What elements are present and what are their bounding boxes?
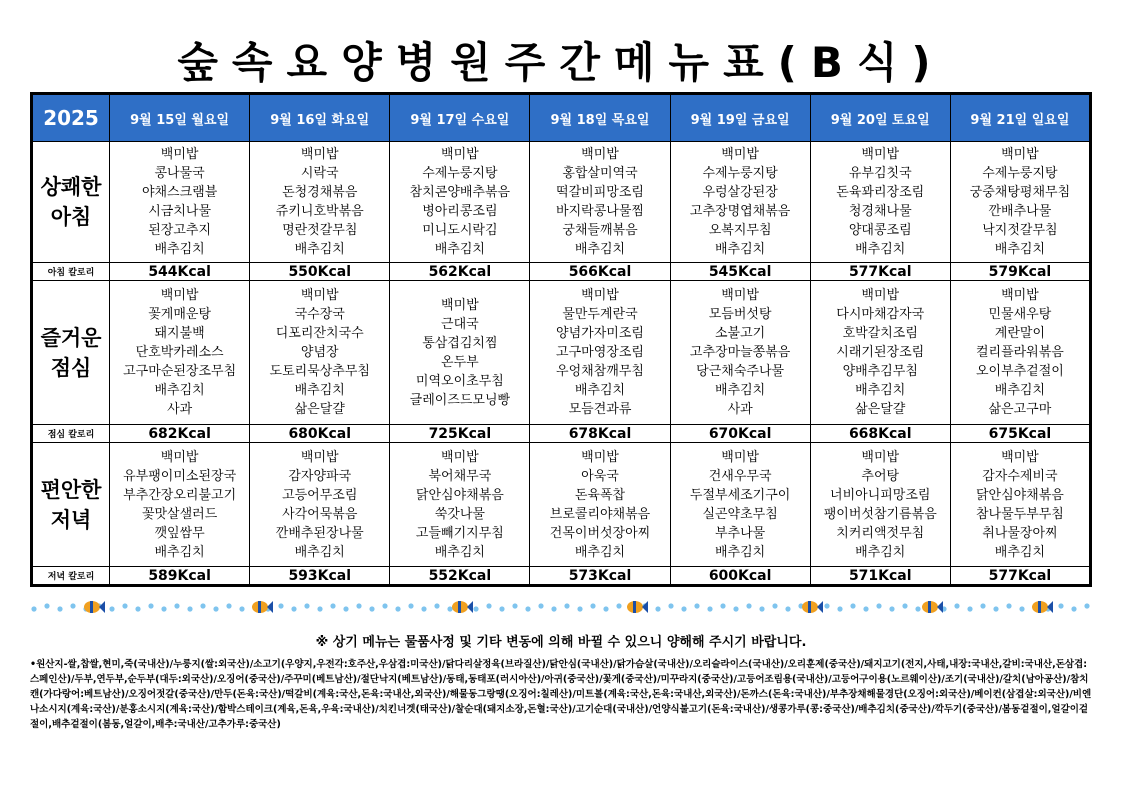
dish-item: 양배추김무침 <box>842 364 918 379</box>
dish-item: 배추김치 <box>574 544 626 560</box>
bubble-dot <box>967 606 972 611</box>
bubble-dot <box>1084 603 1089 608</box>
calorie-value: 682Kcal <box>110 425 250 443</box>
dish-item: 백미밥 <box>721 449 759 465</box>
dish-cell <box>390 443 530 567</box>
dish-item: 모듬견과류 <box>568 402 632 417</box>
bubble-dot <box>863 606 868 611</box>
bubble-dot <box>668 603 673 608</box>
dish-item: 삶은달걀 <box>855 402 906 417</box>
meal-label <box>32 281 110 425</box>
dish-item: 국수장국 <box>294 307 345 322</box>
dish-cell <box>670 443 810 567</box>
bubble-dot <box>564 603 569 608</box>
bubble-dot <box>447 606 452 611</box>
dish-item: 깐배추나물 <box>988 204 1052 219</box>
fish-icon <box>802 601 823 613</box>
dish-item: 배추김치 <box>994 242 1046 257</box>
bubble-dot <box>317 606 322 611</box>
calorie-value: 668Kcal <box>810 425 950 443</box>
dish-item: 오이부추겉절이 <box>975 364 1064 379</box>
notice-text: ※ 상기 메뉴는 물품사정 및 기타 변동에 의해 바뀔 수 있으니 양해해 주시기 바랍니다. <box>315 635 807 650</box>
dish-item: 팽이버섯참기름볶음 <box>823 506 937 522</box>
calorie-value: 600Kcal <box>670 567 810 586</box>
dish-item: 양념장 <box>300 345 339 360</box>
dish-item: 두절부세조기구이 <box>689 487 791 503</box>
calorie-value: 562Kcal <box>390 263 530 281</box>
dish-cell <box>250 281 390 425</box>
bubble-dot <box>590 603 595 608</box>
bubble-dot <box>57 606 62 611</box>
dish-item: 고등어무조림 <box>282 487 358 503</box>
dish-item: 백미밥 <box>441 147 479 162</box>
meal-row <box>32 443 1091 567</box>
dish-item: 모듬버섯탕 <box>708 307 772 322</box>
dish-item: 병아리콩조림 <box>422 204 498 219</box>
dish-item: 브로콜리야채볶음 <box>549 506 651 522</box>
dish-cell <box>950 281 1090 425</box>
bubble-dot <box>850 603 855 608</box>
bubble-dot <box>707 606 712 611</box>
dish-item: 글레이즈드모닝빵 <box>409 392 511 408</box>
dish-item: 양념가자미조림 <box>556 326 644 341</box>
dish-item: 당근채숙주나물 <box>696 364 785 379</box>
bubble-dot <box>538 603 543 608</box>
dish-item: 고추장마늘쫑볶음 <box>689 345 791 360</box>
meal-row <box>32 142 1091 263</box>
dish-cell <box>390 281 530 425</box>
dish-cell <box>110 281 250 425</box>
menu-body <box>32 142 1091 586</box>
dish-item: 계란말이 <box>994 326 1046 341</box>
dish-item: 깻잎쌈무 <box>154 525 205 541</box>
dish-item: 야채스크램블 <box>141 185 218 200</box>
dish-item: 배추김치 <box>294 383 345 398</box>
calorie-row <box>32 567 1091 586</box>
dish-item: 오복지무침 <box>708 223 772 238</box>
dish-item: 미역오이초무침 <box>415 373 504 389</box>
bubbles-fish-border <box>30 598 1092 616</box>
dish-item: 배추김치 <box>994 383 1046 398</box>
dish-cell <box>530 142 670 263</box>
dish-item: 궁채들깨볶음 <box>562 223 638 238</box>
dish-item: 배추김치 <box>715 383 766 398</box>
meal-label-line2: 저녁 <box>50 507 92 532</box>
calorie-value: 550Kcal <box>250 263 390 281</box>
calorie-value: 577Kcal <box>810 263 950 281</box>
dish-item: 시금치나물 <box>148 204 212 219</box>
dish-cell <box>670 281 810 425</box>
dish-item: 된장고추지 <box>148 223 212 238</box>
dish-item: 백미밥 <box>441 297 479 313</box>
dish-cell <box>250 142 390 263</box>
dish-item: 북어채무국 <box>428 468 492 484</box>
bubble-dot <box>616 603 621 608</box>
bubble-dot <box>746 603 751 608</box>
bubble-dot <box>161 606 166 611</box>
fish-icon <box>627 601 648 613</box>
dish-cell <box>110 142 250 263</box>
dish-item: 유부팽이미소된장국 <box>123 468 237 484</box>
bubble-dot <box>980 603 985 608</box>
meal-label-line1: 상쾌한 <box>40 175 102 199</box>
dish-item: 백미밥 <box>581 288 619 303</box>
dish-item: 떡갈비피망조림 <box>556 185 644 200</box>
bubble-dot <box>343 606 348 611</box>
bubble-dot <box>473 606 478 611</box>
dish-item: 양대콩조림 <box>848 223 912 238</box>
weekly-menu-table <box>30 92 1092 587</box>
dish-cell <box>250 443 390 567</box>
dish-item: 감자수제비국 <box>982 468 1058 484</box>
dish-item: 배추김치 <box>574 242 626 257</box>
bubble-dot <box>551 606 556 611</box>
dish-item: 백미밥 <box>300 288 339 303</box>
day-header: 9월 18일 목요일 <box>530 94 670 142</box>
meal-label-line1: 즐거운 <box>40 325 102 350</box>
bubble-dot <box>889 606 894 611</box>
dish-item: 돈육꽈리장조림 <box>836 185 925 200</box>
bubble-dot <box>577 606 582 611</box>
dish-item: 수제누룽지탕 <box>702 166 778 181</box>
calorie-value: 670Kcal <box>670 425 810 443</box>
bubble-dot <box>733 606 738 611</box>
calorie-value: 552Kcal <box>390 567 530 586</box>
bubble-dot <box>330 603 335 608</box>
bubble-dot <box>824 603 829 608</box>
dish-cell <box>390 142 530 263</box>
dish-item: 디포리잔치국수 <box>275 326 364 341</box>
dish-item: 부추나물 <box>715 525 766 541</box>
dish-cell <box>950 142 1090 263</box>
dish-item: 추어탕 <box>861 468 900 484</box>
bubble-dot <box>356 603 361 608</box>
fish-icon <box>252 601 273 613</box>
header-row <box>32 94 1091 142</box>
dish-cell <box>530 281 670 425</box>
dish-item: 백미밥 <box>1001 288 1039 303</box>
dish-item: 배추김치 <box>154 544 205 560</box>
dish-item: 배추김치 <box>994 544 1046 560</box>
bubble-dot <box>603 606 608 611</box>
dish-cell <box>810 142 950 263</box>
bubble-dot <box>135 606 140 611</box>
meal-label-line1: 편안한 <box>40 477 102 502</box>
dish-item: 도토리묵상추무침 <box>269 364 370 379</box>
dish-item: 닭안심야채볶음 <box>415 487 504 503</box>
dish-item: 사각어묵볶음 <box>282 506 358 522</box>
calorie-row <box>32 263 1091 281</box>
dish-item: 배추김치 <box>855 242 906 257</box>
dish-cell <box>670 142 810 263</box>
bubble-dot <box>785 606 790 611</box>
dish-item: 배추김치 <box>154 242 205 257</box>
dish-item: 배추김치 <box>294 544 345 560</box>
bubble-dot <box>200 603 205 608</box>
bubble-dot <box>525 606 530 611</box>
bubble-dot <box>720 603 725 608</box>
dish-item: 돈육폭찹 <box>574 487 626 503</box>
dish-item: 쑥갓나물 <box>434 506 485 522</box>
dish-item: 수제누룽지탕 <box>422 166 498 181</box>
dish-item: 돼지불백 <box>154 326 205 341</box>
dish-item: 실곤약초무침 <box>702 506 778 522</box>
bubble-dot <box>109 606 114 611</box>
fish-icon <box>922 601 943 613</box>
dish-item: 사과 <box>167 402 193 417</box>
dish-item: 수제누룽지탕 <box>982 166 1058 181</box>
bubble-dot <box>369 606 374 611</box>
dish-item: 쥬키니호박볶음 <box>275 204 364 219</box>
dish-item: 온두부 <box>441 354 479 370</box>
bubble-dot <box>1019 606 1024 611</box>
dish-item: 백미밥 <box>861 147 900 162</box>
dish-item: 백미밥 <box>1001 147 1039 162</box>
dish-item: 배추김치 <box>154 383 205 398</box>
bubble-dot <box>486 603 491 608</box>
dish-item: 고들빼기지무침 <box>415 525 504 541</box>
calorie-value: 725Kcal <box>390 425 530 443</box>
bubble-dot <box>876 603 881 608</box>
bubble-dot <box>291 606 296 611</box>
dish-item: 배추김치 <box>715 242 766 257</box>
dish-item: 꽃게매운탕 <box>148 307 212 322</box>
dish-item: 근대국 <box>441 316 479 332</box>
dish-item: 호박갈치조림 <box>842 326 918 341</box>
bubble-dot <box>148 603 153 608</box>
dish-item: 명란젓갈무침 <box>282 223 358 238</box>
bubble-dot <box>239 606 244 611</box>
day-header: 9월 19일 금요일 <box>670 94 810 142</box>
dish-item: 꽃맛살샐러드 <box>141 506 218 522</box>
fish-icon <box>84 601 105 613</box>
dish-item: 취나물장아찌 <box>982 525 1058 541</box>
dish-item: 배추김치 <box>434 544 485 560</box>
dish-item: 깐배추된장나물 <box>275 525 364 541</box>
dish-item: 참치콘양배추볶음 <box>409 185 511 200</box>
bubble-dot <box>44 603 49 608</box>
dish-item: 참나물두부무침 <box>975 506 1064 522</box>
bubble-dot <box>902 603 907 608</box>
bubble-dot <box>837 606 842 611</box>
meal-label <box>32 443 110 567</box>
meal-label-line2: 점심 <box>50 355 92 380</box>
dish-item: 시락국 <box>300 166 339 181</box>
calorie-label: 저녁 칼로리 <box>32 567 110 586</box>
dish-item: 백미밥 <box>581 147 619 162</box>
dish-item: 콩나물국 <box>154 166 205 181</box>
dish-item: 물만두계란국 <box>562 307 638 322</box>
dish-item: 삶은달걀 <box>294 402 345 417</box>
bubble-dot <box>278 603 283 608</box>
bubble-dot <box>915 606 920 611</box>
dish-item: 다시마채감자국 <box>836 307 925 322</box>
bubble-dot <box>408 603 413 608</box>
dish-item: 고구마영장조림 <box>556 345 644 360</box>
dish-cell <box>110 443 250 567</box>
calorie-value: 573Kcal <box>530 567 670 586</box>
bubble-dot <box>395 606 400 611</box>
dish-item: 백미밥 <box>160 288 199 303</box>
bubble-dot <box>31 606 36 611</box>
dish-item: 고추장명엽채볶음 <box>689 204 791 219</box>
bubble-dot <box>421 606 426 611</box>
dish-item: 삶은고구마 <box>988 402 1052 417</box>
bubble-dot <box>434 603 439 608</box>
dish-item: 백미밥 <box>300 449 339 465</box>
bubble-dot <box>1058 603 1063 608</box>
dish-item: 고구마순된장조무침 <box>123 364 237 379</box>
calorie-value: 675Kcal <box>950 425 1090 443</box>
dish-item: 백미밥 <box>1001 449 1039 465</box>
dish-item: 배추김치 <box>434 242 485 257</box>
year-header: 2025 <box>32 94 110 142</box>
bubble-dot <box>512 603 517 608</box>
bubble-dot <box>304 603 309 608</box>
origin-info: •원산지-쌀,찹쌀,현미,죽(국내산)/누룽지(쌀:외국산)/소고기(우양지,우전각:호주산,우삼겹:미국산)/닭다리살정육(브라질산)/닭안심(국내산)/닭가슴살(국내산)/오리슬라이스(국내산)/오리훈제(중국산)/돼지고기(전지,사태,내장:국내산,갈비:국내산,돈삼겹:스페인산)/두부,연두부,순두부(대두:외국산)/오징어(중국산)/주꾸미(베트남산)/절단낙지(베트남산)/동태,동태포(러시아산)/아귀(중국산)/꽃게(중국산)/미꾸라지(중국산)/고등어조림용(국내산)/고등어구이용(노르웨이산)/조기(국내산)/갈치(남아공산)/참치캔(가다랑어:베트남산)/오징어젓갈(중국산)/만두(돈육:국산)/떡갈비(계육:국산,돈육:국내산,외국산)/해물동그랑땡(오징어:칠레산)/미트볼(계육:국산,돈육:국내산,외국산)/돈까스(돈육:국내산)/부추장채해물경단(오징어:외국산)/베이컨(삼겹살:외국산)/비엔나소시지(계육:국산)/분홍소시지(계육:국산)/함박스테이크(계육,돈육,우육:국내산)/치킨너겟(태국산)/찰순대(돼지소장,돈혈:국산)/고기순대(국내산)/언양식불고기(돈육:국내산)/생콩가루(콩:중국산)/배추김치(중국산)/깍두기(중국산)/봄동겉절이,얼갈이겉절이,배추겉절이(봄동,얼갈이,배추:국내산/고추가루:중국산) <box>30 659 1092 730</box>
dish-item: 우엉채참깨무침 <box>556 364 644 379</box>
bubble-dot <box>993 606 998 611</box>
dish-cell <box>530 443 670 567</box>
dish-item: 배추김치 <box>855 383 906 398</box>
dish-item: 미니도시락김 <box>422 223 498 238</box>
dish-item: 소불고기 <box>715 326 766 341</box>
dish-item: 백미밥 <box>861 288 900 303</box>
dish-item: 백미밥 <box>160 449 199 465</box>
dish-item: 감자양파국 <box>288 468 352 484</box>
bubble-dot <box>122 603 127 608</box>
dish-item: 컬리플라워볶음 <box>975 345 1064 360</box>
bubble-dot <box>772 603 777 608</box>
calorie-value: 544Kcal <box>110 263 250 281</box>
dish-item: 부추간장오리불고기 <box>123 487 237 503</box>
dish-item: 백미밥 <box>721 288 759 303</box>
dish-item: 배추김치 <box>715 544 766 560</box>
calorie-value: 545Kcal <box>670 263 810 281</box>
meal-row <box>32 281 1091 425</box>
bubble-dot <box>499 606 504 611</box>
bubble-dot <box>382 603 387 608</box>
dish-item: 단호박카레소스 <box>135 345 224 360</box>
meal-label <box>32 142 110 263</box>
bubble-dot <box>213 606 218 611</box>
bubble-dot <box>1071 606 1076 611</box>
dish-item: 돈청경채볶음 <box>282 185 358 200</box>
calorie-value: 571Kcal <box>810 567 950 586</box>
dish-item: 건목이버섯장아찌 <box>549 525 651 541</box>
dish-item: 백미밥 <box>721 147 759 162</box>
fish-icon <box>452 601 473 613</box>
dish-item: 통삼겹김치찜 <box>422 335 498 351</box>
bubble-dot <box>1006 603 1011 608</box>
bubble-dot <box>681 606 686 611</box>
dish-item: 홍합살미역국 <box>562 166 638 181</box>
decorative-divider <box>30 598 1092 616</box>
calorie-value: 579Kcal <box>950 263 1090 281</box>
bubble-dot <box>174 603 179 608</box>
day-header: 9월 15일 월요일 <box>110 94 250 142</box>
dish-cell <box>810 281 950 425</box>
calorie-value: 577Kcal <box>950 567 1090 586</box>
dish-item: 사과 <box>727 402 753 417</box>
bubble-dot <box>70 603 75 608</box>
dish-item: 바지락콩나물찜 <box>556 204 644 219</box>
bubble-dot <box>226 603 231 608</box>
dish-item: 우렁살강된장 <box>702 185 778 200</box>
dish-item: 낙지젓갈무침 <box>982 223 1058 238</box>
calorie-label: 점심 칼로리 <box>32 425 110 443</box>
calorie-value: 589Kcal <box>110 567 250 586</box>
calorie-row <box>32 425 1091 443</box>
dish-item: 백미밥 <box>441 449 479 465</box>
dish-item: 아욱국 <box>581 468 619 484</box>
page-title: 숲속요양병원주간메뉴표(B식) <box>177 38 945 87</box>
day-header: 9월 16일 화요일 <box>250 94 390 142</box>
dish-item: 배추김치 <box>574 383 626 398</box>
bubble-dot <box>187 606 192 611</box>
dish-item: 건새우무국 <box>708 468 772 484</box>
fish-icon <box>1032 601 1053 613</box>
calorie-value: 680Kcal <box>250 425 390 443</box>
dish-item: 민물새우탕 <box>988 307 1052 322</box>
dish-cell <box>950 443 1090 567</box>
day-header: 9월 17일 수요일 <box>390 94 530 142</box>
calorie-value: 678Kcal <box>530 425 670 443</box>
dish-item: 닭안심야채볶음 <box>975 487 1064 503</box>
dish-cell <box>810 443 950 567</box>
calorie-label: 아침 칼로리 <box>32 263 110 281</box>
dish-item: 궁중채탕평채무침 <box>969 185 1071 200</box>
dish-item: 배추김치 <box>855 544 906 560</box>
dish-item: 백미밥 <box>581 449 619 465</box>
calorie-value: 566Kcal <box>530 263 670 281</box>
dish-item: 너비아니피망조림 <box>830 487 931 503</box>
meal-label-line2: 아침 <box>50 205 92 229</box>
dish-item: 배추김치 <box>294 242 345 257</box>
bubble-dot <box>759 606 764 611</box>
bubble-dot <box>655 606 660 611</box>
calorie-value: 593Kcal <box>250 567 390 586</box>
dish-item: 유부김칫국 <box>848 166 912 181</box>
dish-item: 시래기된장조림 <box>836 345 925 360</box>
dish-item: 청경채나물 <box>848 204 912 219</box>
bubble-dot <box>694 603 699 608</box>
day-header: 9월 20일 토요일 <box>810 94 950 142</box>
dish-item: 백미밥 <box>160 147 199 162</box>
day-header: 9월 21일 일요일 <box>950 94 1090 142</box>
dish-item: 백미밥 <box>861 449 900 465</box>
bubble-dot <box>954 603 959 608</box>
dish-item: 치커리액젓무침 <box>836 525 925 541</box>
dish-item: 백미밥 <box>300 147 339 162</box>
